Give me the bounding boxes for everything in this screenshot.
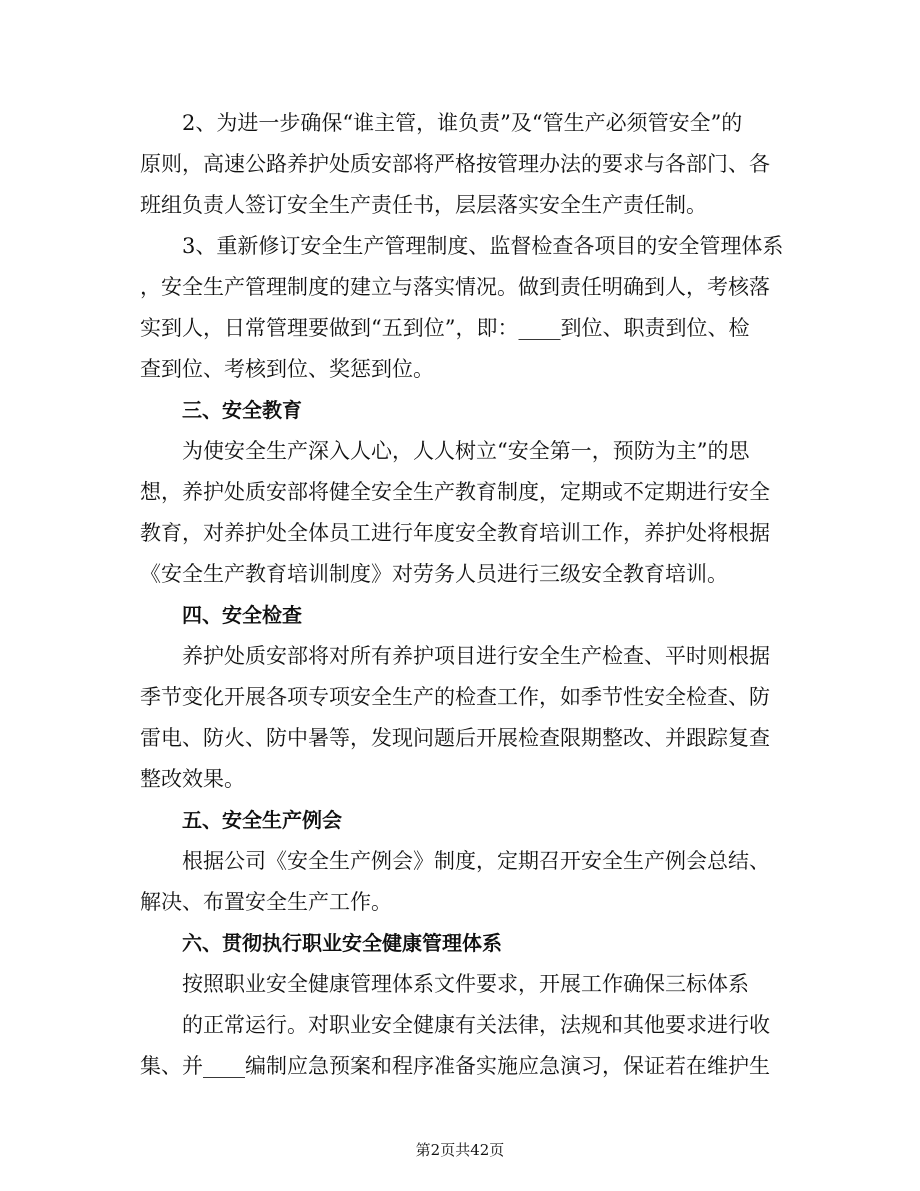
paragraph-line: 季节变化开展各项专项安全生产的检查工作，如季节性安全检查、防	[140, 685, 770, 709]
paragraph-line: 按照职业安全健康管理体系文件要求，开展工作确保三标体系	[182, 972, 749, 996]
paragraph-line: 班组负责人签订安全生产责任书，层层落实安全生产责任制。	[140, 193, 707, 217]
page-footer: 第2页共42页	[415, 1141, 505, 1159]
section-heading: 五、安全生产例会	[182, 808, 342, 832]
paragraph-line: 解决、布置安全生产工作。	[140, 890, 392, 914]
paragraph-line: 查到位、考核到位、奖惩到位。	[140, 357, 434, 381]
paragraph-line: 《安全生产教育培训制度》对劳务人员进行三级安全教育培训。	[140, 562, 728, 586]
paragraph-line: 原则，高速公路养护处质安部将严格按管理办法的要求与各部门、各	[140, 152, 770, 176]
paragraph-line: 根据公司《安全生产例会》制度，定期召开安全生产例会总结、	[182, 849, 770, 873]
paragraph-line: 的正常运行。对职业安全健康有关法律，法规和其他要求进行收	[182, 1013, 770, 1037]
paragraph-line: 实到人，日常管理要做到“五到位”，即：____到位、职责到位、检	[140, 316, 750, 340]
section-heading: 四、安全检查	[182, 603, 302, 627]
paragraph-line: 教育，对养护处全体员工进行年度安全教育培训工作，养护处将根据	[140, 521, 770, 545]
paragraph-line: ，安全生产管理制度的建立与落实情况。做到责任明确到人，考核落	[140, 275, 770, 299]
paragraph-line: 2、为进一步确保“谁主管，谁负责”及“管生产必须管安全”的	[182, 111, 743, 135]
paragraph-line: 想，养护处质安部将健全安全生产教育制度，定期或不定期进行安全	[140, 480, 770, 504]
section-heading: 六、贯彻执行职业安全健康管理体系	[182, 931, 502, 955]
paragraph-line: 整改效果。	[140, 767, 245, 791]
paragraph-line: 3、重新修订安全生产管理制度、监督检查各项目的安全管理体系	[182, 234, 784, 258]
paragraph-line: 养护处质安部将对所有养护项目进行安全生产检查、平时则根据	[182, 644, 770, 668]
paragraph-line: 雷电、防火、防中暑等，发现问题后开展检查限期整改、并跟踪复查	[140, 726, 770, 750]
section-heading: 三、安全教育	[182, 398, 302, 422]
paragraph-line: 为使安全生产深入人心，人人树立“安全第一，预防为主”的思	[182, 439, 750, 463]
paragraph-line: 集、并____编制应急预案和程序准备实施应急演习，保证若在维护生	[140, 1054, 770, 1078]
